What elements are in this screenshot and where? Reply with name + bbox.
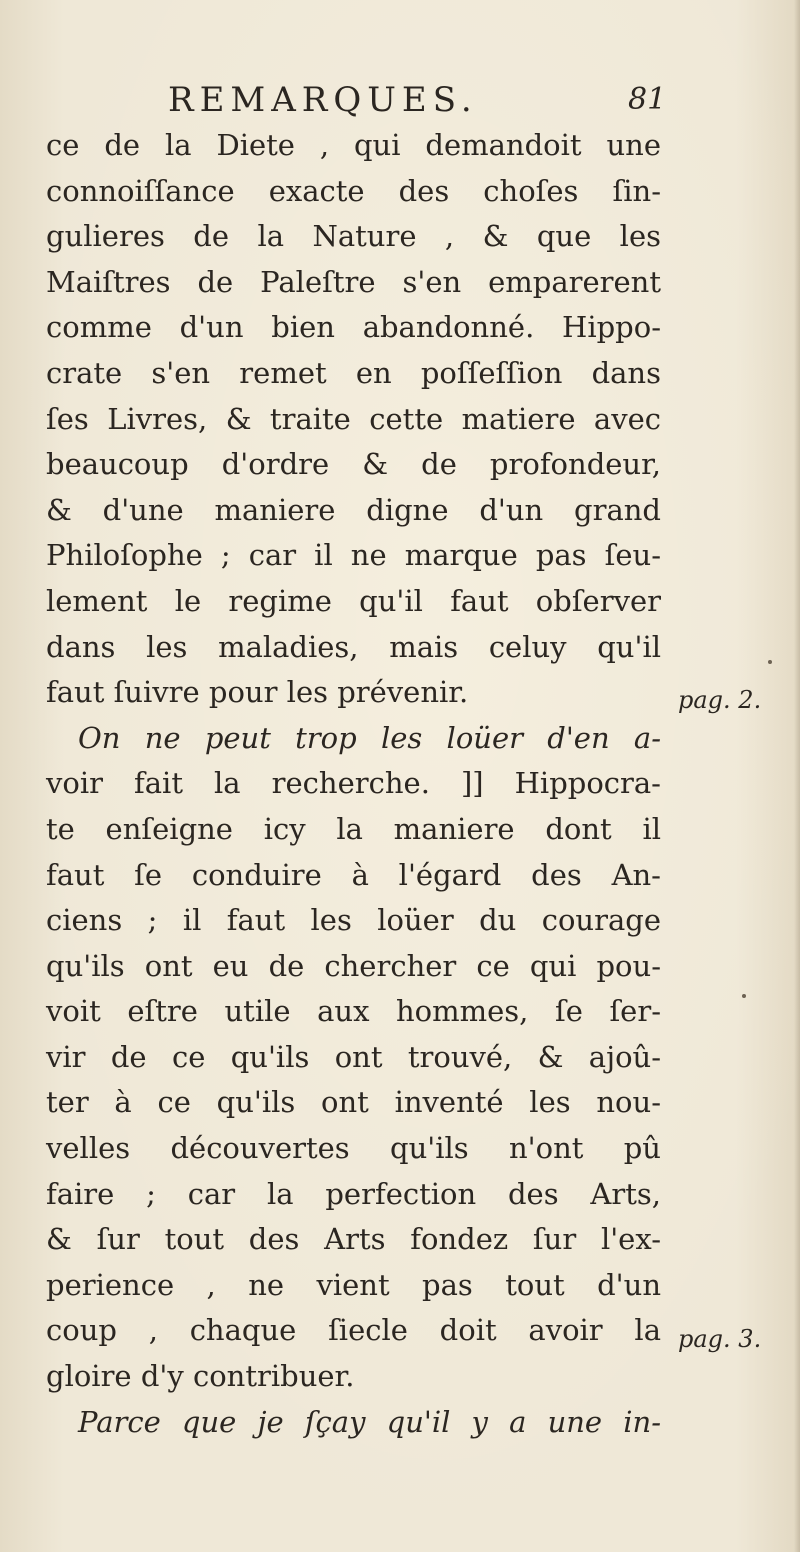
text-line: Maiſtres de Paleſtre s'en emparerent	[46, 264, 661, 299]
margin-note-pag-3: pag. 3.	[678, 1325, 762, 1353]
page-gutter-shadow	[794, 0, 800, 1552]
text-line: beaucoup d'ordre & de profondeur,	[46, 447, 661, 482]
text-line: qu'ils ont eu de chercher ce qui pou-	[46, 948, 661, 983]
running-title: REMARQUES.	[168, 80, 478, 120]
text-line: vir de ce qu'ils ont trouvé, & ajoû-	[46, 1039, 661, 1074]
margin-note-pag-2: pag. 2.	[678, 686, 762, 714]
text-line: comme d'un bien abandonné. Hippo-	[46, 310, 661, 345]
page-speck	[768, 660, 772, 664]
text-line: te enſeigne icy la maniere dont il	[46, 811, 661, 846]
text-line: ſes Livres, & traite cette matiere avec	[46, 401, 661, 436]
page-number: 81	[628, 82, 667, 117]
text-line: voit eſtre utile aux hommes, ſe ſer-	[46, 994, 661, 1029]
text-line: gulieres de la Nature , & que les	[46, 219, 661, 254]
text-line: faut ſe conduire à l'égard des An-	[46, 857, 661, 892]
text-line: lement le regime qu'il faut obſerver	[46, 583, 661, 618]
text-line: dans les maladies, mais celuy qu'il	[46, 629, 661, 664]
text-line: crate s'en remet en poſſeſſion dans	[46, 355, 661, 390]
text-line: & d'une maniere digne d'un grand	[46, 492, 661, 527]
text-line: gloire d'y contribuer.	[46, 1359, 355, 1394]
quoted-lemma-line: Parce que je ſçay qu'il y a une in-	[78, 1404, 661, 1439]
page-speck	[742, 994, 746, 998]
quoted-lemma-line: On ne peut trop les loüer d'en a-	[78, 720, 661, 755]
text-line: voir fait la recherche. ]] Hippocra-	[46, 766, 661, 801]
text-line: velles découvertes qu'ils n'ont pû	[46, 1131, 661, 1166]
text-line: ciens ; il faut les loüer du courage	[46, 903, 661, 938]
text-line: ter à ce qu'ils ont inventé les nou-	[46, 1085, 661, 1120]
text-line: & ſur tout des Arts fondez ſur l'ex-	[46, 1222, 661, 1257]
text-line: faire ; car la perfection des Arts,	[46, 1176, 661, 1211]
body-text	[46, 123, 661, 1445]
running-head	[0, 78, 800, 122]
text-line: coup , chaque ſiecle doit avoir la	[46, 1313, 661, 1348]
text-line: faut ſuivre pour les prévenir.	[46, 675, 469, 710]
text-line: connoiſſance exacte des choſes ſin-	[46, 173, 661, 208]
text-line: perience , ne vient pas tout d'un	[46, 1267, 661, 1302]
text-line: Philoſophe ; car il ne marque pas ſeu-	[46, 538, 661, 573]
text-line: ce de la Diete , qui demandoit une	[46, 128, 661, 162]
